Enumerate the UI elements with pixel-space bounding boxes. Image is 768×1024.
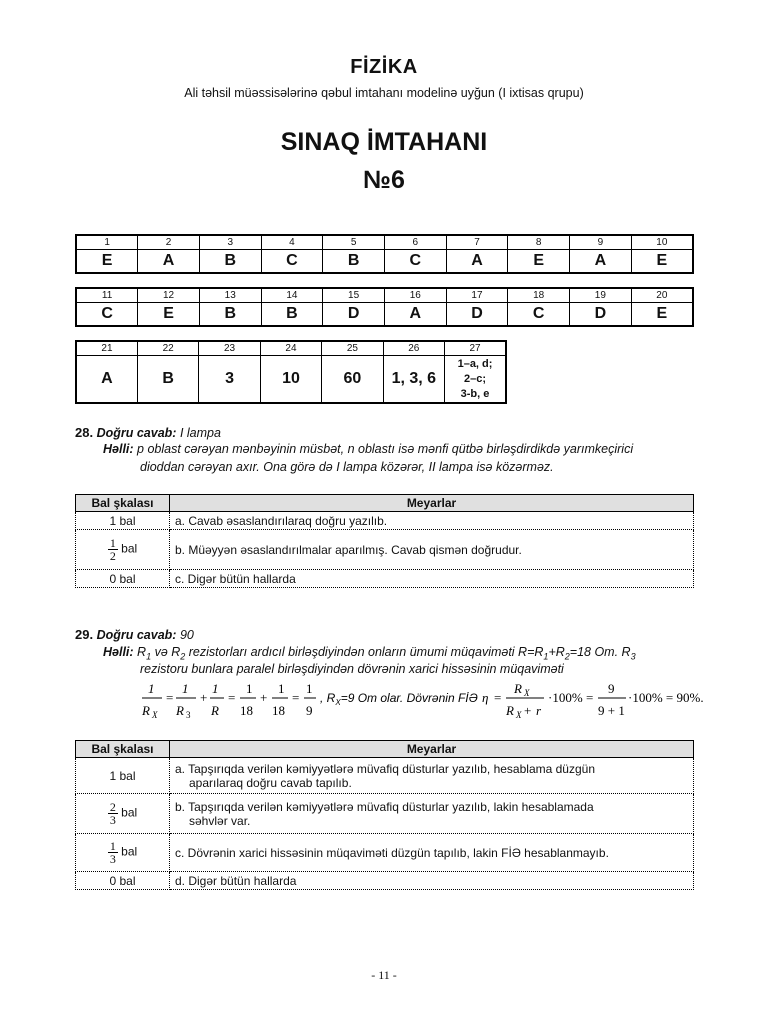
answer-number: 14 [261,288,323,303]
svg-text:=: = [494,690,502,705]
svg-text:=: = [586,690,594,705]
svg-text:1: 1 [212,681,219,696]
svg-text:X: X [152,710,158,720]
answer-number: 16 [384,288,446,303]
answer-number: 23 [199,341,260,356]
answer-value: A [384,303,446,327]
q28-number: 28. [75,425,94,440]
rubric-criterion: b. Müəyyən əsaslandırılmalar aparılmış. Cavab qismən doğrudur. [170,530,694,570]
svg-text:X: X [524,688,530,698]
svg-text:+: + [524,703,532,718]
svg-text:R: R [176,703,184,718]
answer-number: 17 [446,288,508,303]
score-fraction: $\frac{1}{3}$ [109,839,116,866]
answer-value: A [138,250,200,274]
answer-value: A [446,250,508,274]
rubric-score: $\frac{1}{2}$ bal [76,530,170,570]
answer-number: 7 [446,235,508,250]
q28-answer: I lampa [179,426,221,440]
q28-answer-line [75,425,221,440]
score-fraction: $\frac{2}{3}$ [109,800,116,827]
svg-text:=: = [166,690,174,705]
score-fraction: $\frac{1}{2}$ [109,536,116,563]
answer-table-row-1 [75,234,694,274]
rubric-head-criteria: Meyarlar [170,495,694,512]
svg-text:=: = [228,690,236,705]
rubric-criterion: c. Digər bütün hallarda [170,570,694,588]
q29-answer-line [75,627,194,642]
exam-number: №6 [363,166,405,194]
answer-table-row-2 [75,287,694,327]
q29-rubric-table [75,740,694,890]
svg-text:+: + [200,690,208,705]
answer-number: 3 [199,235,261,250]
rubric-score: 1 bal [76,512,170,530]
answer-value: B [261,303,323,327]
answer-number: 12 [138,288,200,303]
q27-answer-line: 1–a, d; [457,357,493,370]
svg-text:1: 1 [148,681,155,696]
answer-value: D [570,303,632,327]
svg-text:18: 18 [272,703,285,718]
rubric-head-criteria: Meyarlar [170,741,694,758]
answer-number: 21 [76,341,137,356]
rubric-criterion: c. Dövrənin xarici hissəsinin müqaviməti düzgün tapılıb, lakin FİƏ hesablanmayıb. [170,834,694,872]
q28-solution-line1: p oblast cərəyan mənbəyinin müsbət, n oblastı isə mənfi qütbə birləşdirdikdə yarımkeçirici [137,442,634,456]
svg-text:9 + 1: 9 + 1 [598,703,625,718]
svg-text:9: 9 [306,703,313,718]
svg-text:1: 1 [182,681,189,696]
rubric-criterion: b. Tapşırıqda verilən kəmiyyətlərə müvafiq düsturlar yazılıb, lakin hesablamada səhvlər var. [170,794,694,834]
svg-text:η: η [482,690,489,705]
rubric-score: $\frac{2}{3}$ bal [76,794,170,834]
q27-answer-line: 2–c; [464,372,487,385]
svg-text:1: 1 [246,681,253,696]
svg-text:R: R [142,703,150,718]
answer-value: C [261,250,323,274]
answer-value: D [323,303,385,327]
answer-value: B [137,356,198,404]
q28-solution-line2: dioddan cərəyan axır. Ona görə də I lampa közərər, II lampa isə közərməz. [140,460,554,474]
svg-text:1: 1 [306,681,313,696]
answer-number: 26 [383,341,444,356]
exam-title: SINAQ İMTAHANI [280,128,488,156]
q29-solution-line2: rezistoru bunlara paralel birləşdiyindən dövrənin xarici hissəsinin müqaviməti [140,662,564,676]
q28-solution-label: Həlli: [103,442,134,456]
rubric-score: 0 bal [76,570,170,588]
svg-text:9: 9 [608,681,615,696]
rubric-head-scale: Bal şkalası [76,741,170,758]
rubric-score: 0 bal [76,872,170,890]
answer-number: 6 [384,235,446,250]
subtitle: Ali təhsil müəssisələrinə qəbul imtahanı modelinə uyğun (I ixtisas qrupu) [184,86,584,100]
answer-value: 10 [260,356,321,404]
answer-value: E [138,303,200,327]
svg-text:1: 1 [278,681,285,696]
answer-value: C [76,303,138,327]
answer-number: 2 [138,235,200,250]
q29-number: 29. [75,627,94,642]
svg-text:·100% = 90%.: ·100% = 90%. [628,690,704,705]
rubric-criterion: a. Tapşırıqda verilən kəmiyyətlərə müvafiq düsturlar yazılıb, hesablama düzgün aparılaraq doğru cavab tapılıb. [170,758,694,794]
answer-number: 4 [261,235,323,250]
answer-number: 20 [631,288,693,303]
answer-value: B [199,250,261,274]
answer-number: 11 [76,288,138,303]
q28-answer-label: Doğru cavab: [96,426,177,440]
rubric-criterion: d. Digər bütün hallarda [170,872,694,890]
answer-value: E [631,303,693,327]
rubric-head-scale: Bal şkalası [76,495,170,512]
answer-number: 25 [322,341,383,356]
answer-number: 22 [137,341,198,356]
q29-solution-line1: Həlli: $R_1$ və $R_2$ rezistorları ardıcıl birləşdiyindən onların ümumi müqaviməti $R=R_1+R_2=18$ Om. $R_3$ [103,645,636,662]
answer-value: A [570,250,632,274]
formula-mid-text: , $R_X=9$ Om olar. Dövrənin FİƏ [320,691,478,707]
svg-text:R: R [506,703,514,718]
svg-text:X: X [516,710,522,720]
answer-number: 24 [260,341,321,356]
answer-value: A [76,356,137,404]
svg-text:·100%: ·100% [548,690,583,705]
answer-number: 18 [508,288,570,303]
answer-number: 27 [445,341,506,356]
q29-answer: 90 [179,628,194,642]
rubric-criterion: a. Cavab əsaslandırılaraq doğru yazılıb. [170,512,694,530]
rubric-score: $\frac{1}{3}$ bal [76,834,170,872]
answer-number: 19 [570,288,632,303]
svg-text:r: r [536,703,542,718]
q28-rubric-table [75,494,694,588]
answer-number: 5 [323,235,385,250]
svg-text:R: R [211,703,219,718]
answer-value: E [631,250,693,274]
q29-solution-label: Həlli: [103,645,134,659]
answer-number: 15 [323,288,385,303]
rubric-score: 1 bal [76,758,170,794]
answer-value: 1, 3, 6 [383,356,444,404]
answer-value: E [76,250,138,274]
answer-number: 8 [508,235,570,250]
answer-number: 1 [76,235,138,250]
answer-value: C [384,250,446,274]
subject-title: FİZİKA [350,56,418,78]
answer-value: 60 [322,356,383,404]
q29-answer-label: Doğru cavab: [96,628,177,642]
answer-value-q27 [445,356,506,404]
q27-answer-line: 3-b, e [460,387,490,400]
svg-text:=: = [292,690,300,705]
svg-text:3: 3 [186,710,191,720]
answer-table-row-3 [75,340,507,404]
svg-text:18: 18 [240,703,253,718]
svg-text:+: + [260,690,268,705]
answer-number: 10 [631,235,693,250]
answer-value: D [446,303,508,327]
answer-value: E [508,250,570,274]
answer-value: B [199,303,261,327]
svg-text:R: R [514,681,522,696]
q28-solution [103,442,694,456]
answer-number: 9 [570,235,632,250]
answer-number: 13 [199,288,261,303]
q29-formula [140,679,704,723]
answer-value: C [508,303,570,327]
answer-value: 3 [199,356,260,404]
page-number: - 11 - [371,968,397,982]
answer-value: B [323,250,385,274]
